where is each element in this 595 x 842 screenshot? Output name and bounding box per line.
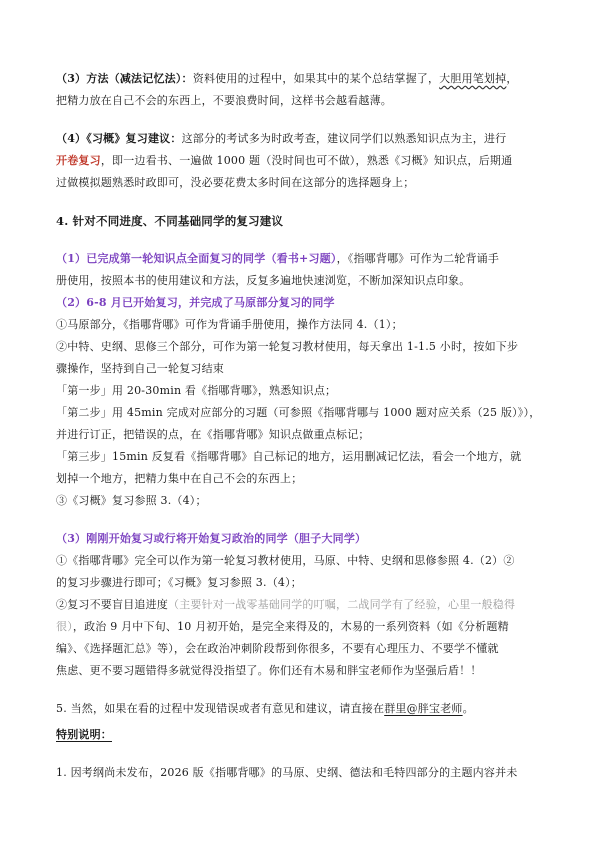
- section3-line2: 把精力放在自己不会的东西上，不要浪费时间，这样书会越看越薄。: [56, 94, 392, 107]
- section3-line1: [56, 68, 546, 90]
- case1-title: （1）已完成第一轮知识点全面复习的同学（看书+习题）: [56, 252, 337, 265]
- case2-line: ②中特、史纲、思修三个部分，可作为第一轮复习教材使用，每天拿出 1-1.5 小时，按如下步: [56, 340, 519, 353]
- case2-line: 「第二步」用 45min 完成对应部分的习题（可参照《指哪背哪与 1000 题对应关系（25 版）》），: [56, 406, 541, 419]
- case3-note-end: 很）: [56, 620, 73, 633]
- case1-line2: 册使用，按照本书的使用建议和方法，反复多遍地快速浏览，不断加深知识点印象。: [56, 274, 471, 287]
- case2-line: 骤操作，坚持到自己一轮复习结束: [56, 362, 224, 375]
- group-mention: 群里@胖宝老师: [384, 702, 463, 715]
- special-line1: 1. 因考纲尚未发布，2026 版《指哪背哪》的马原、史纲、德法和毛特四部分的主题内容并未: [56, 766, 518, 779]
- case2-line: 「第一步」用 20-30min 看《指哪背哪》，熟悉知识点；: [56, 384, 337, 397]
- section4-text: 这部分的考试多为时政考查，建议同学们以熟悉知识点为主，进行: [181, 132, 507, 145]
- case3-line5: 编》、《选择题汇总》等），会在政治冲刺阶段帮到你很多，不要有心理压力、不要学不懂就: [56, 642, 499, 655]
- section3-label: （3）方法（减法记忆法）：: [56, 72, 193, 85]
- case3-text: ，政治 9 月中下旬、10 月初开始，是完全来得及的，木易的一系列资料（如《分析题精: [72, 620, 509, 633]
- case3-line1: ①《指哪背哪》完全可以作为第一轮复习教材使用，马原、中特、史纲和思修参照 4.（2）②: [56, 554, 515, 567]
- section3-comma: ，: [506, 72, 518, 85]
- case3-line3: [56, 594, 546, 616]
- section4-line3: 过做模拟题熟悉时政即可，没必要花费太多时间在这部分的选择题身上；: [56, 176, 415, 189]
- section3-struck-text: 大胆用笔划掉: [439, 72, 507, 85]
- case2-line: ③《习概》复习参照 3.（4）；: [56, 494, 207, 507]
- case3-line2: 的复习步骤进行即可；《习概》复习参照 3.（4）；: [56, 576, 302, 589]
- case3-line6: 焦虑、更不要习题错得多就觉得没指望了。你们还有木易和胖宝老师作为坚强后盾！！: [56, 664, 482, 677]
- case3-line4: [56, 616, 546, 638]
- point5-line: [56, 698, 546, 720]
- case2-title: （2）6-8 月已开始复习，并完成了马原部分复习的同学: [56, 296, 335, 309]
- case1-text: ，《指哪背哪》可作为二轮背诵手: [336, 252, 500, 265]
- case2-line: ①马原部分，《指哪背哪》可作为背诵手册使用，操作方法同 4.（1）；: [56, 318, 403, 331]
- case2-line: 划掉一个地方，把精力集中在自己不会的东西上；: [56, 472, 303, 485]
- special-title: 特别说明：: [56, 728, 112, 741]
- section3-text: 资料使用的过程中，如果其中的某个总结掌握了，: [192, 72, 440, 85]
- open-book-highlight: 开卷复习: [56, 154, 101, 167]
- case3-title: （3）刚刚开始复习或行将开始复习政治的同学（胆子大同学）: [56, 532, 367, 545]
- point5-text: 5. 当然，如果在看的过程中发现错误或者有意见和建议，请直接在: [56, 702, 385, 715]
- case2-line: 并进行订正，把错误的点，在《指哪背哪》知识点做重点标记；: [56, 428, 370, 441]
- case3-note: （主要针对一战零基础同学的叮嘱，二战同学有了经验，心里一般稳得: [168, 598, 516, 611]
- point5-end: 。: [462, 702, 474, 715]
- section4-label: （4）《习概》复习建议：: [56, 132, 182, 145]
- section4-text2: ，即一边看书、一遍做 1000 题（没时间也可不做），熟悉《习概》知识点，后期通: [100, 154, 513, 167]
- case3-point2: ②复习不要盲目追进度: [56, 598, 168, 611]
- section-heading: 4. 针对不同进度、不同基础同学的复习建议: [56, 214, 284, 228]
- case1-line1: [56, 248, 546, 270]
- section4-line1: [56, 128, 546, 150]
- case2-line: 「第三步」15min 反复看《指哪背哪》自己标记的地方，运用删减记忆法，看会一个地方，就: [56, 450, 522, 463]
- section4-line2: [56, 150, 546, 172]
